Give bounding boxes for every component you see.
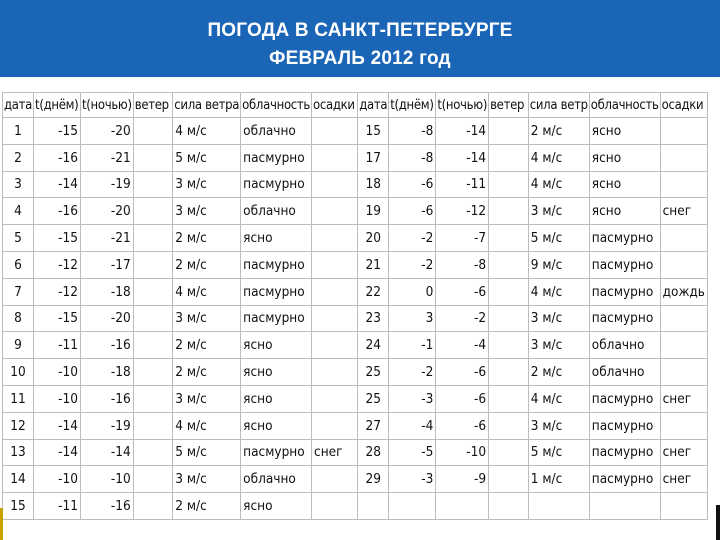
- day-temp-cell: -15: [34, 225, 81, 252]
- date-cell: 21: [358, 251, 389, 278]
- wind-dir-cell: [133, 332, 173, 359]
- wind-dir-cell: [133, 412, 173, 439]
- night-temp-cell: -18: [80, 359, 133, 386]
- wind-speed-cell: 2 м/с: [173, 225, 241, 252]
- precip-cell: [312, 385, 358, 412]
- column-header: t(ночью): [80, 93, 133, 118]
- column-header: облачность: [589, 93, 660, 118]
- night-temp-cell: -2: [436, 305, 489, 332]
- cloudiness-cell: пасмурно: [241, 171, 312, 198]
- cloudiness-cell: облачно: [241, 118, 312, 145]
- precip-cell: снег: [660, 385, 707, 412]
- wind-speed-cell: 3 м/с: [528, 332, 589, 359]
- wind-speed-cell: 4 м/с: [528, 171, 589, 198]
- wind-dir-cell: [489, 359, 529, 386]
- wind-dir-cell: [489, 171, 529, 198]
- weather-spreadsheet: [2, 92, 708, 538]
- column-header: дата: [358, 93, 389, 118]
- day-temp-cell: -15: [34, 305, 81, 332]
- cloudiness-cell: пасмурно: [589, 278, 660, 305]
- cloudiness-cell: пасмурно: [241, 251, 312, 278]
- date-cell: 6: [3, 251, 34, 278]
- table-row: [3, 118, 708, 145]
- day-temp-cell: 0: [389, 278, 436, 305]
- wind-dir-cell: [489, 466, 529, 493]
- date-cell: [358, 493, 389, 520]
- wind-dir-cell: [133, 493, 173, 520]
- wind-dir-cell: [133, 198, 173, 225]
- precip-cell: [312, 278, 358, 305]
- date-cell: 19: [358, 198, 389, 225]
- table-row: [3, 251, 708, 278]
- wind-dir-cell: [133, 466, 173, 493]
- table-row: [3, 385, 708, 412]
- wind-speed-cell: 5 м/с: [173, 439, 241, 466]
- cloudiness-cell: ясно: [241, 385, 312, 412]
- date-cell: 4: [3, 198, 34, 225]
- date-cell: 15: [3, 493, 34, 520]
- precip-cell: [660, 412, 707, 439]
- day-temp-cell: -5: [389, 439, 436, 466]
- cloudiness-cell: ясно: [589, 118, 660, 145]
- page-title: ПОГОДА В САНКТ-ПЕТЕРБУРГЕ: [207, 20, 513, 41]
- date-cell: 14: [3, 466, 34, 493]
- cloudiness-cell: пасмурно: [241, 439, 312, 466]
- cloudiness-cell: ясно: [241, 412, 312, 439]
- precip-cell: [312, 144, 358, 171]
- day-temp-cell: -12: [34, 251, 81, 278]
- cloudiness-cell: ясно: [589, 171, 660, 198]
- column-header: t(ночью): [436, 93, 489, 118]
- cloudiness-cell: облачно: [589, 359, 660, 386]
- precip-cell: [660, 493, 707, 520]
- cloudiness-cell: пасмурно: [241, 305, 312, 332]
- night-temp-cell: -19: [80, 171, 133, 198]
- date-cell: 2: [3, 144, 34, 171]
- page-subtitle: ФЕВРАЛЬ 2012 год: [269, 48, 451, 69]
- date-cell: 3: [3, 171, 34, 198]
- wind-dir-cell: [489, 305, 529, 332]
- cloudiness-cell: [589, 493, 660, 520]
- table-row: [3, 278, 708, 305]
- column-header: t(днём): [34, 93, 81, 118]
- cloudiness-cell: пасмурно: [589, 466, 660, 493]
- wind-speed-cell: 3 м/с: [173, 198, 241, 225]
- table-row: [3, 198, 708, 225]
- precip-cell: [660, 225, 707, 252]
- date-cell: 17: [358, 144, 389, 171]
- wind-speed-cell: 4 м/с: [528, 144, 589, 171]
- wind-dir-cell: [489, 198, 529, 225]
- precip-cell: [660, 118, 707, 145]
- column-header: облачность: [241, 93, 312, 118]
- wind-speed-cell: 3 м/с: [528, 412, 589, 439]
- precip-cell: снег: [660, 439, 707, 466]
- day-temp-cell: -11: [34, 493, 81, 520]
- wind-dir-cell: [133, 251, 173, 278]
- precip-cell: дождь: [660, 278, 707, 305]
- date-cell: 15: [358, 118, 389, 145]
- wind-dir-cell: [489, 118, 529, 145]
- wind-dir-cell: [133, 439, 173, 466]
- cloudiness-cell: облачно: [241, 198, 312, 225]
- column-header: осадки: [660, 93, 707, 118]
- day-temp-cell: -16: [34, 144, 81, 171]
- wind-dir-cell: [133, 144, 173, 171]
- day-temp-cell: -10: [34, 385, 81, 412]
- wind-dir-cell: [133, 385, 173, 412]
- precip-cell: [660, 305, 707, 332]
- cloudiness-cell: ясно: [589, 198, 660, 225]
- day-temp-cell: -11: [34, 332, 81, 359]
- slide-frame-edge: [716, 505, 720, 540]
- day-temp-cell: [389, 493, 436, 520]
- precip-cell: [312, 251, 358, 278]
- header-row: [3, 93, 708, 118]
- wind-speed-cell: 5 м/с: [173, 144, 241, 171]
- table-row: [3, 332, 708, 359]
- weather-table: [2, 92, 708, 520]
- precip-cell: снег: [660, 198, 707, 225]
- table-row: [3, 412, 708, 439]
- wind-speed-cell: 1 м/с: [528, 466, 589, 493]
- date-cell: 27: [358, 412, 389, 439]
- day-temp-cell: -8: [389, 118, 436, 145]
- table-row: [3, 225, 708, 252]
- day-temp-cell: 3: [389, 305, 436, 332]
- column-header: ветер: [489, 93, 529, 118]
- wind-dir-cell: [133, 171, 173, 198]
- precip-cell: [312, 198, 358, 225]
- night-temp-cell: [436, 493, 489, 520]
- night-temp-cell: -6: [436, 278, 489, 305]
- precip-cell: [312, 466, 358, 493]
- column-header: ветер: [133, 93, 173, 118]
- day-temp-cell: -10: [34, 359, 81, 386]
- day-temp-cell: -14: [34, 171, 81, 198]
- night-temp-cell: -10: [436, 439, 489, 466]
- precip-cell: [312, 359, 358, 386]
- date-cell: 10: [3, 359, 34, 386]
- cloudiness-cell: ясно: [589, 144, 660, 171]
- table-row: [3, 144, 708, 171]
- wind-dir-cell: [489, 251, 529, 278]
- date-cell: 11: [3, 385, 34, 412]
- date-cell: 8: [3, 305, 34, 332]
- night-temp-cell: -6: [436, 359, 489, 386]
- cloudiness-cell: пасмурно: [589, 439, 660, 466]
- day-temp-cell: -1: [389, 332, 436, 359]
- night-temp-cell: -6: [436, 385, 489, 412]
- column-header: сила ветра: [173, 93, 241, 118]
- cloudiness-cell: пасмурно: [589, 225, 660, 252]
- slide-frame-accent: [0, 508, 3, 540]
- night-temp-cell: -16: [80, 493, 133, 520]
- cloudiness-cell: ясно: [241, 332, 312, 359]
- wind-speed-cell: 2 м/с: [528, 118, 589, 145]
- column-header: дата: [3, 93, 34, 118]
- precip-cell: [312, 493, 358, 520]
- night-temp-cell: -20: [80, 198, 133, 225]
- night-temp-cell: -4: [436, 332, 489, 359]
- table-row: [3, 171, 708, 198]
- day-temp-cell: -2: [389, 359, 436, 386]
- night-temp-cell: -19: [80, 412, 133, 439]
- date-cell: 22: [358, 278, 389, 305]
- night-temp-cell: -20: [80, 305, 133, 332]
- date-cell: 7: [3, 278, 34, 305]
- precip-cell: [312, 305, 358, 332]
- precip-cell: [312, 412, 358, 439]
- wind-speed-cell: 5 м/с: [528, 439, 589, 466]
- wind-speed-cell: 2 м/с: [173, 359, 241, 386]
- wind-speed-cell: [528, 493, 589, 520]
- day-temp-cell: -15: [34, 118, 81, 145]
- wind-dir-cell: [489, 412, 529, 439]
- table-row: [3, 359, 708, 386]
- date-cell: 25: [358, 359, 389, 386]
- precip-cell: снег: [660, 466, 707, 493]
- precip-cell: [660, 359, 707, 386]
- date-cell: 9: [3, 332, 34, 359]
- night-temp-cell: -17: [80, 251, 133, 278]
- cloudiness-cell: пасмурно: [241, 278, 312, 305]
- day-temp-cell: -10: [34, 466, 81, 493]
- day-temp-cell: -4: [389, 412, 436, 439]
- night-temp-cell: -21: [80, 144, 133, 171]
- night-temp-cell: -11: [436, 171, 489, 198]
- cloudiness-cell: пасмурно: [589, 305, 660, 332]
- precip-cell: [312, 118, 358, 145]
- date-cell: 1: [3, 118, 34, 145]
- precip-cell: [312, 332, 358, 359]
- cloudiness-cell: пасмурно: [589, 385, 660, 412]
- night-temp-cell: -8: [436, 251, 489, 278]
- date-cell: 5: [3, 225, 34, 252]
- night-temp-cell: -21: [80, 225, 133, 252]
- day-temp-cell: -14: [34, 439, 81, 466]
- night-temp-cell: -6: [436, 412, 489, 439]
- column-header: t(днём): [389, 93, 436, 118]
- cloudiness-cell: облачно: [589, 332, 660, 359]
- night-temp-cell: -14: [436, 118, 489, 145]
- cloudiness-cell: пасмурно: [241, 144, 312, 171]
- night-temp-cell: -14: [80, 439, 133, 466]
- night-temp-cell: -9: [436, 466, 489, 493]
- column-header: сила ветр: [528, 93, 589, 118]
- precip-cell: [660, 332, 707, 359]
- date-cell: 28: [358, 439, 389, 466]
- day-temp-cell: -16: [34, 198, 81, 225]
- wind-speed-cell: 5 м/с: [528, 225, 589, 252]
- precip-cell: [660, 251, 707, 278]
- table-row: [3, 439, 708, 466]
- cloudiness-cell: ясно: [241, 225, 312, 252]
- wind-speed-cell: 3 м/с: [173, 385, 241, 412]
- column-header: осадки: [312, 93, 358, 118]
- cloudiness-cell: облачно: [241, 466, 312, 493]
- wind-speed-cell: 2 м/с: [173, 251, 241, 278]
- night-temp-cell: -14: [436, 144, 489, 171]
- night-temp-cell: -7: [436, 225, 489, 252]
- wind-speed-cell: 4 м/с: [528, 278, 589, 305]
- day-temp-cell: -2: [389, 251, 436, 278]
- wind-speed-cell: 2 м/с: [173, 332, 241, 359]
- night-temp-cell: -18: [80, 278, 133, 305]
- title-banner: [0, 0, 720, 77]
- wind-dir-cell: [133, 278, 173, 305]
- day-temp-cell: -12: [34, 278, 81, 305]
- night-temp-cell: -12: [436, 198, 489, 225]
- wind-dir-cell: [489, 332, 529, 359]
- table-row: [3, 493, 708, 520]
- wind-dir-cell: [133, 225, 173, 252]
- cloudiness-cell: ясно: [241, 493, 312, 520]
- night-temp-cell: -16: [80, 332, 133, 359]
- night-temp-cell: -20: [80, 118, 133, 145]
- precip-cell: [312, 225, 358, 252]
- wind-speed-cell: 4 м/с: [173, 118, 241, 145]
- wind-dir-cell: [489, 385, 529, 412]
- cloudiness-cell: ясно: [241, 359, 312, 386]
- wind-speed-cell: 3 м/с: [528, 305, 589, 332]
- wind-dir-cell: [489, 225, 529, 252]
- date-cell: 23: [358, 305, 389, 332]
- precip-cell: снег: [312, 439, 358, 466]
- day-temp-cell: -6: [389, 198, 436, 225]
- wind-speed-cell: 3 м/с: [173, 305, 241, 332]
- precip-cell: [312, 171, 358, 198]
- day-temp-cell: -8: [389, 144, 436, 171]
- date-cell: 12: [3, 412, 34, 439]
- cloudiness-cell: пасмурно: [589, 412, 660, 439]
- date-cell: 24: [358, 332, 389, 359]
- table-row: [3, 466, 708, 493]
- table-row: [3, 305, 708, 332]
- date-cell: 20: [358, 225, 389, 252]
- wind-speed-cell: 2 м/с: [528, 359, 589, 386]
- wind-speed-cell: 4 м/с: [173, 278, 241, 305]
- day-temp-cell: -14: [34, 412, 81, 439]
- wind-dir-cell: [489, 144, 529, 171]
- wind-dir-cell: [489, 493, 529, 520]
- wind-speed-cell: 4 м/с: [528, 385, 589, 412]
- day-temp-cell: -2: [389, 225, 436, 252]
- wind-speed-cell: 2 м/с: [173, 493, 241, 520]
- precip-cell: [660, 144, 707, 171]
- precip-cell: [660, 171, 707, 198]
- day-temp-cell: -3: [389, 385, 436, 412]
- night-temp-cell: -10: [80, 466, 133, 493]
- date-cell: 18: [358, 171, 389, 198]
- night-temp-cell: -16: [80, 385, 133, 412]
- wind-speed-cell: 9 м/с: [528, 251, 589, 278]
- wind-dir-cell: [133, 118, 173, 145]
- date-cell: 29: [358, 466, 389, 493]
- wind-speed-cell: 3 м/с: [528, 198, 589, 225]
- wind-speed-cell: 4 м/с: [173, 412, 241, 439]
- date-cell: 13: [3, 439, 34, 466]
- wind-dir-cell: [489, 278, 529, 305]
- wind-speed-cell: 3 м/с: [173, 171, 241, 198]
- day-temp-cell: -3: [389, 466, 436, 493]
- wind-dir-cell: [489, 439, 529, 466]
- cloudiness-cell: пасмурно: [589, 251, 660, 278]
- date-cell: 25: [358, 385, 389, 412]
- wind-dir-cell: [133, 359, 173, 386]
- wind-dir-cell: [133, 305, 173, 332]
- day-temp-cell: -6: [389, 171, 436, 198]
- wind-speed-cell: 3 м/с: [173, 466, 241, 493]
